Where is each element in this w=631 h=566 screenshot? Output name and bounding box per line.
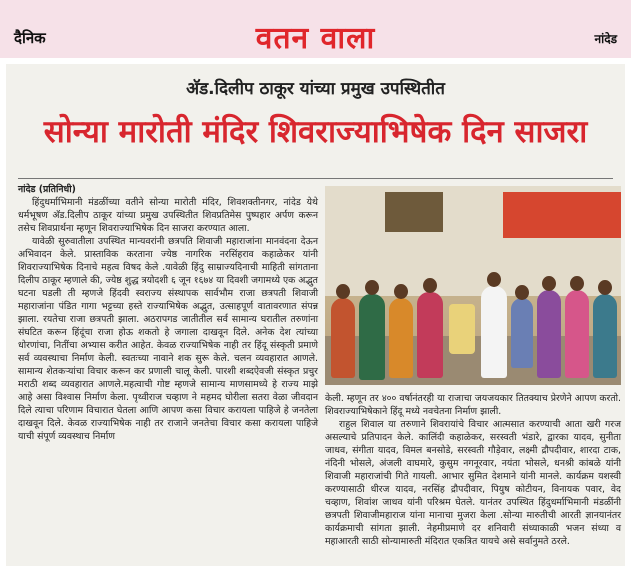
photo-person-head [487,272,501,287]
masthead-city: नांदेड [594,32,617,46]
article-dateline: नांदेड (प्रतिनिधी) [18,184,76,195]
article-right-column [325,392,621,548]
photo-person [417,292,443,378]
article-left-column [18,183,318,443]
news-clipping [6,64,625,566]
masthead [0,0,631,58]
article-paragraph: हिंदुधर्माभिमानी मंडळींच्या वतीने सोन्या मारोती मंदिर, शिवशक्तीनगर, नांदेड येथे धर्मभूषण अ‍ॅड.दिलीप ठाकूर यांच्या प्रमुख उपस्थितीत शिवप्रतिमेस पुष्पहार अर्पण करून तसेच शिवप्रार्थना म्हणून शिवराज्याभिषेक दिन साजरा करण्यात आला. [18,197,318,234]
article-paragraph: केली. म्हणून तर ४०० वर्षानंतरही या राजाचा जयजयकार तितक्याच प्रेरणेने आपण करतो. शिवराज्याभिषेकाने हिंदू मध्ये नवचेतना निर्माण झाली. [325,393,621,417]
photo-person [481,286,507,378]
photo-person [331,298,355,378]
photo-person-head [365,280,379,295]
photo-person-head [598,280,612,295]
newspaper-name: वतन वाला [255,21,376,56]
photo-person-head [394,284,408,299]
headline-divider [18,178,613,179]
photo-person-head [515,285,529,300]
photo-person-head [570,276,584,291]
photo-person-head [542,276,556,291]
photo-person [389,298,413,378]
event-photo [325,186,621,385]
article-paragraph: राहुल शिवाल या तरुणाने शिवरायांचे विचार आत्मसात करण्याची आता खरी गरज असल्याचे प्रतिपादन केले. कालिंदी कहाळेकर, सरस्वती भंडारे, द्वारका यादव, सुनीता जाधव, संगीता यादव, विमल बनसोडे, सरस्वती गौड़ेवार, लक्ष्मी द्रौपदीवार, शारदा टाक, नंदिनी भोसले, अंजली वाघमारे, कुसुम नगनूरवार, नयंता भोसले, धनश्री कांबळे यांनी शिवाजी महाराजांची गिते गायली. आभार सुमित देशमाने यांनी मानले. कार्यक्रम यशस्वी करण्यासाठी धीरज यादव, नरसिंह द्रौपदीवार, पियुष कोटीयन, विनायक पवार, वेद चव्हाण, शिवांश जाधव यांनी परिश्रम घेतले. यानंतर उपस्थित हिंदुधर्माभिमानी मंडळींनी छत्रपती शिवाजीमहाराज यांना मानाचा मुजरा केला .सोन्या मारुतीची आरती ज्ञानयानंतर कार्यक्रमाची सांगता झाली. नेहमीप्रमाणे दर शनिवारी संध्याकाळी भजन संध्या व महाआरती साठी सोन्यामारुती मंदिरात एकत्रित यायचे असे सर्वानुमते ठरले. [325,419,621,547]
photo-wall-frame [385,192,443,232]
article-headline: सोन्या मारोती मंदिर शिवराज्याभिषेक दिन साजरा [43,114,588,150]
photo-person-head [423,278,437,293]
article-kicker: अ‍ॅड.दिलीप ठाकूर यांच्या प्रमुख उपस्थितीत [186,79,445,99]
masthead-daily-label: दैनिक [14,29,46,47]
photo-person [565,290,589,378]
article-paragraph: यावेळी सुरुवातीला उपस्थित मान्यवरांनी छत्रपति शिवाजी महाराजांना मानवंदना देऊन अभिवादन केले. प्रास्ताविक करताना ज्येष्ठ नागरिक नरसिंहराव कहाळेकर यांनी शिवराज्याभिषेक दिनाचे महत्व विषद केले .यावेळी हिंदु साम्राज्यदिनाची माहिती सांगताना दिलीप ठाकूर म्हणाले की, ज्येष्ठ शुद्ध त्रयोदशी ६ जून १६७४ या दिवशी जगामध्ये एक अद्भुत घटना घडली ती म्हणजे हिंदवी स्वराज्य संस्थापक सार्वभौम राजा छत्रपती शिवाजी महाराजांना पंडित गागा भट्टच्या हस्ते राज्याभिषेक अद्भुत, उत्साहपूर्ण वातावरणात संपन्न झाला. रयतेचा राजा छत्रपती झाला. अठरापगड जातीतील सर्व सामान्य घरातील तरुणांना संघटित करून हिंदूंचा राजा होऊ शकतो हे जगाला दाखवून दिले. अनेक देश त्यांच्या धोरणांचा, नितींचा अभ्यास करीत आहेत. केवळ राज्याभिषेक नाही तर हिंदू संस्कृती प्रमाणे सर्व व्यवस्थाचा निर्माण केली. स्वतःच्या नावाने शक सुरू केले. चलन व्यवहारात आणले. सामान्य शेतकऱ्यांचा विचार करून कर प्रणाली चालू केली. पारशी शब्दऐवजी संस्कृत प्रचुर मराठी शब्द व्यवहारात आणले.महत्वाची गोष्ट म्हणजे सामान्य माणसामध्ये हे राज्य माझे आहे असा विश्वास निर्माण केला. पृथ्वीराज चव्हाण ने महमद घोरीला सतरा वेळा जीवदान दिले त्याचा परिणाम विचारात घेतला आणि आपण कसा विचार करायला पाहिजे हे जनतेला दाखवून दिले. केवळ राज्याभिषेक नाही तर राजाने जनतेचा विचार कसा करायला पाहिजे याची संपूर्ण व्यवस्थाच निर्माण [18,236,318,442]
photo-person [511,298,533,368]
photo-person [359,294,385,380]
photo-person [593,294,617,378]
photo-person [537,290,561,378]
photo-person-head [336,284,350,299]
photo-shrine [449,304,475,354]
photo-banner [503,192,621,238]
